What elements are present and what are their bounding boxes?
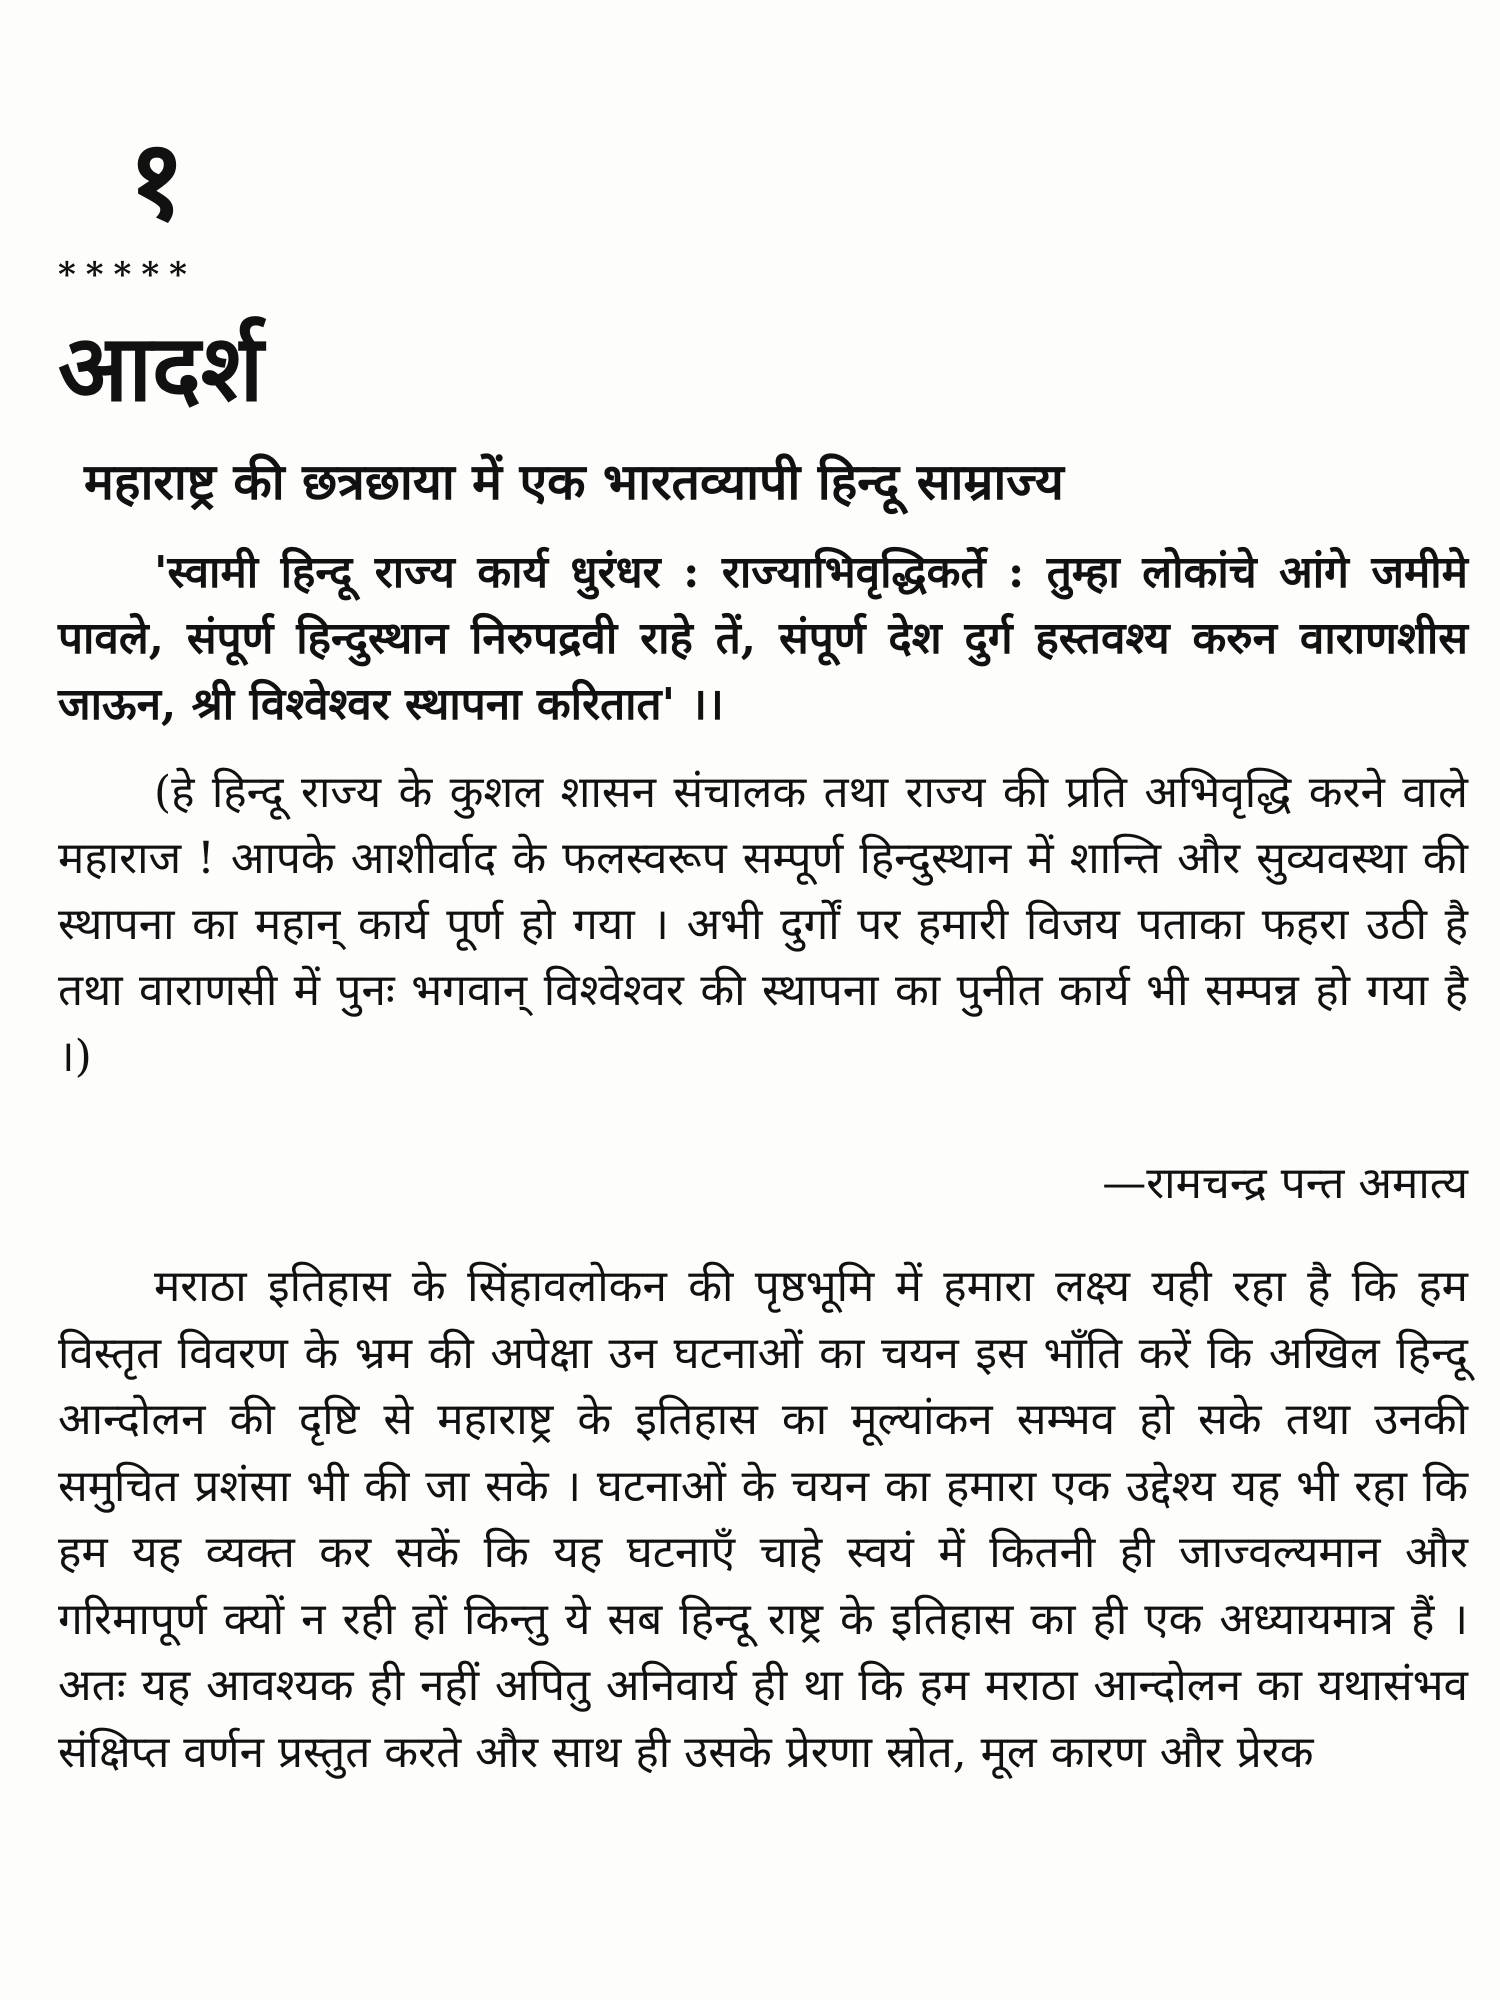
chapter-number: १ xyxy=(128,115,186,244)
chapter-subtitle: महाराष्ट्र की छत्रछाया में एक भारतव्यापी हिन्दू साम्राज्य xyxy=(84,452,1064,511)
quote-attribution: —रामचन्द्र पन्त अमात्य xyxy=(1102,1158,1468,1209)
chapter-title: आदर्श xyxy=(58,314,264,422)
hindi-translation: (हे हिन्दू राज्य के कुशल शासन संचालक तथा राज्य की प्रति अभिवृद्धि करने वाले महाराज ! आपके आशीर्वाद के फलस्वरूप सम्पूर्ण हिन्दुस्थान में शान्ति और सुव्यवस्था की स्थापना का महान् कार्य पूर्ण हो गया । अभी दुर्गों पर हमारी विजय पताका फहरा उठी है तथा वाराणसी में पुनः भगवान् विश्वेश्वर की स्थापना का पुनीत कार्य भी सम्पन्न हो गया है ।) xyxy=(58,767,1468,1082)
body-paragraph: मराठा इतिहास के सिंहावलोकन की पृष्ठभूमि में हमारा लक्ष्य यही रहा है कि हम विस्तृत विवरण के भ्रम की अपेक्षा उन घटनाओं का चयन इस भाँति करें कि अखिल हिन्दू आन्दोलन की दृष्टि से महाराष्ट्र के इतिहास का मूल्यांकन सम्भव हो सके तथा उनकी समुचित प्रशंसा भी की जा सके । घटनाओं के चयन का हमारा एक उद्देश्य यह भी रहा कि हम यह व्यक्त कर सकें कि यह घटनाएँ चाहे स्वयं में कितनी ही जाज्वल्यमान और गरिमापूर्ण क्यों न रही हों किन्तु ये सब हिन्दू राष्ट्र के इतिहास का ही एक अध्यायमात्र हैं । अतः यह आवश्यक ही नहीं अपितु अनिवार्य ही था कि हम मराठा आन्दोलन का यथासंभव संक्षिप्त वर्णन प्रस्तुत करते और साथ ही उसके प्रेरणा स्रोत, मूल कारण और प्रेरक xyxy=(58,1261,1468,1778)
marathi-verse-quote: 'स्वामी हिन्दू राज्य कार्य धुरंधर : राज्याभिवृद्धिकर्ते : तुम्हा लोकांचे आंगे जमीमे पावले, संपूर्ण हिन्दुस्थान निरुपद्रवी राहे तें, संपूर्ण देश दुर्ग हस्तवश्य करुन वाराणशीस जाऊन, श्री विश्वेश्वर स्थापना करितात' ।। xyxy=(58,547,1468,730)
chapter-stars-divider: ***** xyxy=(58,255,197,295)
